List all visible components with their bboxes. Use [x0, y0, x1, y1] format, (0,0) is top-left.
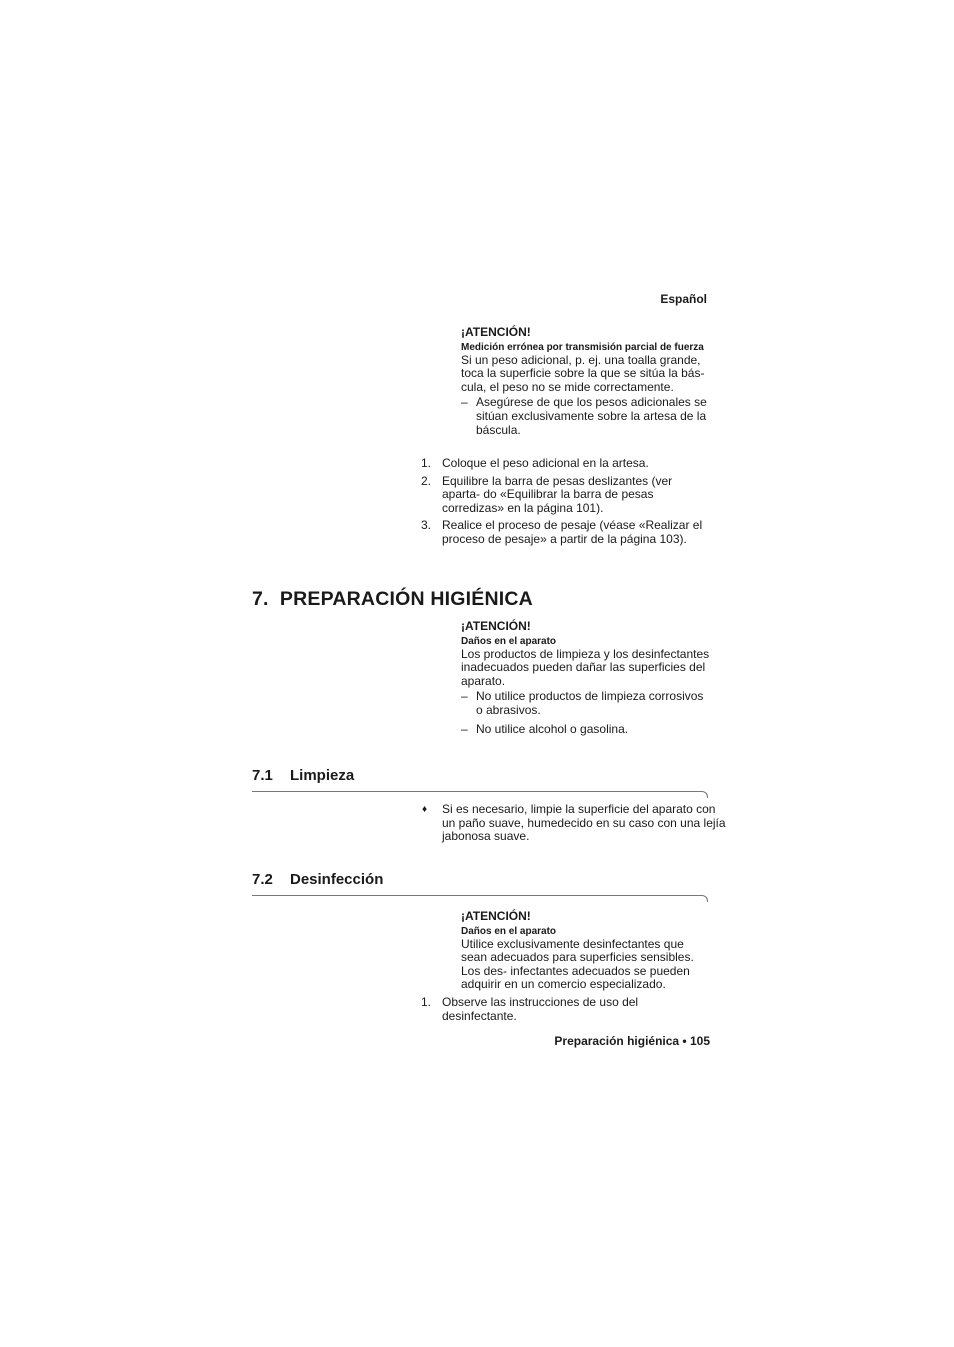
attention-subtitle: Daños en el aparato: [461, 925, 557, 937]
attention-title: ¡ATENCIÓN!: [461, 909, 531, 923]
attention-title: ¡ATENCIÓN!: [461, 619, 531, 633]
attention-block-damage: [461, 620, 711, 736]
subsection-heading-disinfection: 7.2 Desinfección: [252, 871, 384, 888]
steps-list: [421, 457, 711, 551]
steps-list: [421, 996, 711, 1027]
language-label: Español: [660, 292, 707, 306]
diamond-bullet-icon: ♦: [422, 804, 428, 815]
list-item: ♦ Si es necesario, limpie la superficie del aparato con un paño suave, humedecido en su caso con una lejía jabonosa suave.: [422, 802, 726, 844]
attention-text: Utilice exclusivamente desinfectantes que sean adecuados para superficies sensibles. Los des- infectantes adecuados se pueden adquirir en un comercio especializado.: [461, 936, 694, 992]
attention-text: Los productos de limpieza y los desinfectantes inadecuados pueden dañar las superficies del aparato.: [461, 646, 710, 688]
attention-block-weight: [461, 326, 711, 437]
list-item: – Asegúrese de que los pesos adicionales se sitúan exclusivamente sobre la artesa de la báscula.: [461, 395, 707, 437]
attention-title: ¡ATENCIÓN!: [461, 325, 531, 339]
attention-block-disinfectant: [461, 910, 711, 992]
section-rule: [252, 791, 702, 792]
section-heading: 7. PREPARACIÓN HIGIÉNICA: [252, 588, 533, 610]
rule-corner: [701, 895, 708, 902]
attention-text: Si un peso adicional, p. ej. una toalla grande, toca la superficie sobre la que se sitúa la bás- cula, el peso no se mide correctamente.: [461, 352, 705, 394]
list-item: – No utilice alcohol o gasolina.: [461, 721, 629, 736]
dash-marker: –: [461, 721, 468, 736]
attention-subtitle: Daños en el aparato: [461, 635, 557, 647]
list-item: 2. Equilibre la barra de pesas deslizantes (ver aparta- do «Equilibrar la barra de pesas corredizas» en la página 101).: [421, 473, 673, 515]
dash-marker: –: [461, 689, 468, 704]
attention-subtitle: Medición errónea por transmisión parcial de fuerza: [461, 341, 704, 353]
list-item: – No utilice productos de limpieza corrosivos o abrasivos.: [461, 689, 704, 717]
subsection-heading-cleaning: 7.1 Limpieza: [252, 767, 355, 784]
rule-corner: [701, 791, 708, 798]
list-item: 1. Coloque el peso adicional en la artesa.: [421, 456, 649, 470]
dash-marker: –: [461, 395, 468, 410]
page-footer: Preparación higiénica • 105: [554, 1034, 710, 1048]
section-rule: [252, 895, 702, 896]
list-item: 1. Observe las instrucciones de uso del desinfectante.: [421, 995, 639, 1023]
list-item: 3. Realice el proceso de pesaje (véase «Realizar el proceso de pesaje» a partir de la página 103).: [421, 518, 703, 546]
